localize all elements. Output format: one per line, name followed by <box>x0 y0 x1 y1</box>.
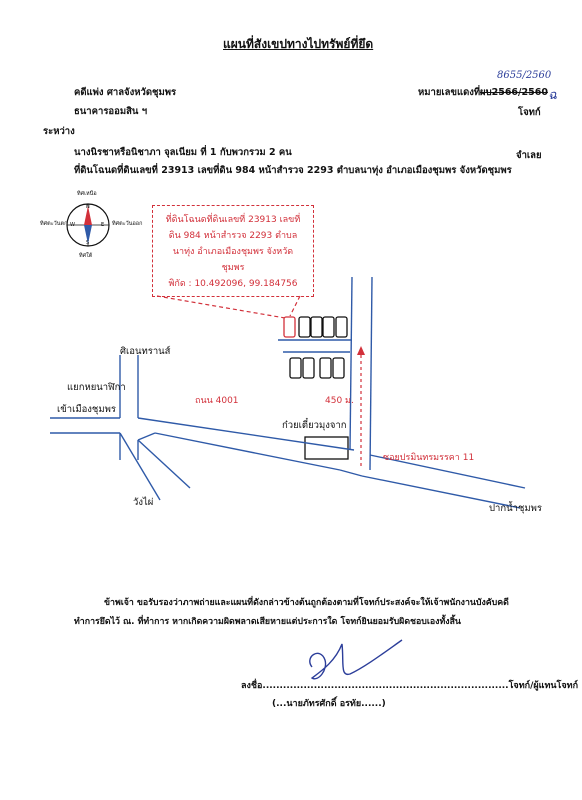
junction-label: แยกหยนาฬิกา <box>67 382 126 393</box>
certification-line-2: ทำการยึดไว้ ณ. ที่ทำการ หากเกิดความผิดพลาดเสียหายแต่ประการใด โจทก์ยินยอมรับผิดชอบเองทั้งสิ้น <box>74 617 461 627</box>
compass-south-label: ทิศใต้ <box>79 253 93 259</box>
signer-name: (...นายภัทรศักดิ์ อรทัย......) <box>272 699 386 709</box>
target-property-marker <box>284 317 295 337</box>
pak-nam-label: ปากน้ำชุมพร <box>489 503 543 514</box>
callout-line-4: ชุมพร <box>221 263 245 273</box>
soi-label: ซอยปรมินทรมรรคา 11 <box>383 453 475 463</box>
initials-mark: ฉ <box>548 88 557 103</box>
compass-n: N <box>86 204 90 210</box>
property-description: ที่ดินโฉนดที่ดินเลขที่ 23913 เลขที่ดิน 984 หน้าสำรวจ 2293 ตำบลนาทุ่ง อำเภอเมืองชุมพร จังหวัดชุมพร <box>74 165 512 176</box>
to-city-label: เข้าเมืองชุมพร <box>57 404 117 415</box>
plaintiff-role: โจทก์ <box>518 107 541 118</box>
wang-phai-label: วังไผ่ <box>133 497 154 508</box>
case-number-label: หมายเลขแดงที่ <box>418 87 481 98</box>
case-number-struck: ผบ2566/2560 <box>480 87 548 98</box>
callout-coords: พิกัด : 10.492096, 99.184756 <box>168 279 298 289</box>
compass-s: S <box>86 240 90 246</box>
noodle-shop-label: ก๋วยเตี๋ยวมุงจาก <box>282 420 347 431</box>
callout-line-1: ที่ดินโฉนดที่ดินเลขที่ 23913 เลขที่ <box>165 215 301 225</box>
callout-line-2: ดิน 984 หน้าสำรวจ 2293 ตำบล <box>168 231 298 241</box>
houses-row-1 <box>284 317 347 337</box>
distance-arrow-head <box>357 346 365 355</box>
compass-east-label: ทิศตะวันออก <box>112 221 143 227</box>
callout-leader-2 <box>290 296 300 316</box>
certification-line-1: ข้าพเจ้า ขอรับรองว่าภาพถ่ายและแผนที่ดังกล่าวข้างต้นถูกต้องตามที่โจทก์ประสงค์จะให้เจ้าพนักงานบังคับคดี <box>104 598 509 608</box>
compass-west-label: ทิศตะวันตก <box>40 221 68 227</box>
page-title: แผนที่สังเขปทางไปทรัพย์ที่ยึด <box>223 37 374 51</box>
signature-line: ลงชื่อ........................................................................โจทก์/ผู้แทนโจทก์ <box>241 681 579 691</box>
court-name: คดีแพ่ง ศาลจังหวัดชุมพร <box>74 87 177 98</box>
case-number-handwritten: 8655/2560 <box>497 70 552 81</box>
callout-line-3: นาทุ่ง อำเภอเมืองชุมพร จังหวัด <box>172 247 294 257</box>
distance-label: 450 ม. <box>325 396 354 406</box>
between-label: ระหว่าง <box>43 126 75 137</box>
road-4001-label: ถนน 4001 <box>195 396 239 406</box>
compass-w: W <box>70 222 75 228</box>
plaintiff-name: ธนาคารออมสิน ฯ <box>74 106 148 117</box>
callout-leader-1 <box>157 296 285 318</box>
defendant-role: จำเลย <box>516 150 542 161</box>
compass-e: E <box>101 222 105 228</box>
houses-row-2 <box>290 358 344 378</box>
defendant-name: นางนิรชาหรือนิชาภา จุลเนียม ที่ 1 กับพวกรวม 2 คน <box>74 147 292 158</box>
landmark-label: ศิเอนทรานส์ <box>120 346 171 357</box>
property-callout <box>152 205 314 297</box>
compass-north-label: ทิศเหนือ <box>77 191 97 197</box>
